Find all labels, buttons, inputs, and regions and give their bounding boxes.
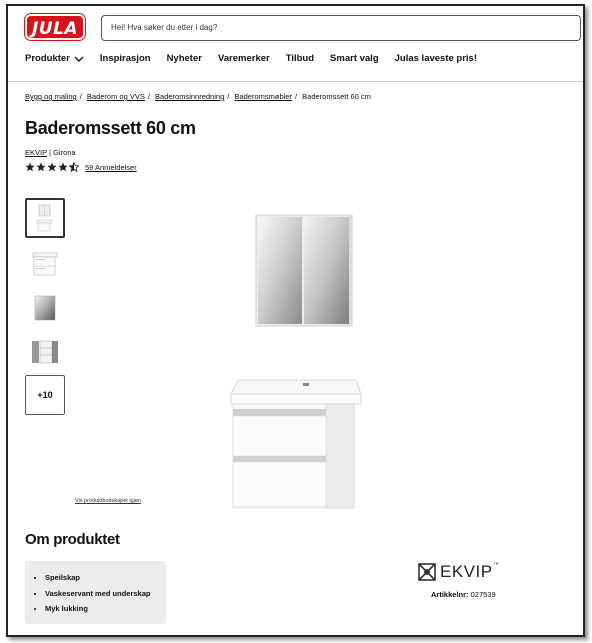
- more-images-button[interactable]: +10: [25, 375, 65, 415]
- brand-line: [25, 148, 76, 157]
- brand-separator: |: [46, 148, 54, 157]
- nav-item-varemerker[interactable]: [218, 53, 270, 64]
- page-title: Baderomssett 60 cm: [25, 118, 196, 138]
- nav-item-nyheter[interactable]: [167, 53, 202, 64]
- nav-item-label: Smart valg: [330, 53, 379, 64]
- product-image[interactable]: [212, 210, 372, 510]
- nav-item-smart-valg[interactable]: [330, 53, 379, 64]
- nav-item-label: Produkter: [25, 53, 70, 64]
- browser-frame: [6, 4, 585, 637]
- breadcrumb-link[interactable]: Bygg og maling: [25, 92, 77, 101]
- feature-item: • Vaskeservant med underskap: [45, 586, 166, 602]
- nav-item-label: Nyheter: [166, 53, 202, 64]
- article-number: [431, 590, 496, 599]
- breadcrumb-link[interactable]: Baderom og VVS: [86, 92, 145, 101]
- nav-item-inspirasjon[interactable]: [100, 53, 151, 64]
- ekvip-logo-text: [440, 562, 499, 582]
- nav-item-laveste-pris[interactable]: [395, 53, 477, 64]
- ekvip-emblem-icon: [418, 563, 436, 581]
- reviews-link[interactable]: 59 Anmeldelser: [85, 162, 137, 172]
- brand-link[interactable]: EKVIP: [25, 148, 47, 157]
- jula-logo[interactable]: JULA: [25, 14, 85, 40]
- thumbnail-1[interactable]: [25, 198, 65, 238]
- star-rating: [25, 162, 79, 172]
- main-nav: [25, 53, 477, 64]
- breadcrumb-current: Baderomssett 60 cm: [302, 92, 371, 101]
- breadcrumb-link[interactable]: Baderomsinnredning: [155, 92, 225, 101]
- thumbnail-3[interactable]: [25, 288, 65, 328]
- search-input[interactable]: Hei! Hva søker du etter i dag?: [101, 15, 581, 41]
- nav-item-label: Varemerker: [217, 53, 270, 64]
- feature-list: [25, 561, 166, 624]
- ekvip-brand-logo[interactable]: [418, 562, 499, 582]
- star-icon: [25, 162, 35, 172]
- ekvip-logo-word: EKVIP: [440, 562, 493, 581]
- site-header: [8, 6, 583, 82]
- article-number-value: 027539: [470, 590, 496, 599]
- rating: [25, 162, 137, 172]
- nav-item-tilbud[interactable]: [286, 53, 314, 64]
- star-icon: [58, 162, 68, 172]
- series-name: Girona: [53, 148, 76, 157]
- open-cabinet-thumb-icon: [30, 338, 60, 366]
- nav-item-produkter[interactable]: [25, 53, 84, 64]
- thumbnail-4[interactable]: [25, 332, 65, 372]
- about-product-heading: Om produktet: [25, 531, 120, 548]
- feature-item: • Myk lukking: [45, 601, 166, 617]
- thumbnail-2[interactable]: [25, 244, 65, 284]
- feature-item: • Speilskap: [45, 570, 166, 586]
- mirror-thumb-icon: [31, 294, 59, 322]
- star-half-icon: [69, 162, 79, 172]
- bathroom-set-thumb-icon: [34, 204, 56, 232]
- star-icon: [36, 162, 46, 172]
- star-icon: [47, 162, 57, 172]
- nav-item-label: Tilbud: [285, 53, 315, 64]
- nav-item-label: Inspirasjon: [99, 53, 151, 64]
- breadcrumb-link[interactable]: Baderomsmøbler: [234, 92, 292, 101]
- show-product-message-link[interactable]: Vis produktbudskapet igjen: [75, 498, 141, 504]
- breadcrumb: Bygg og maling / Baderom og VVS / Baderomsinnredning / Baderomsmøbler / Baderomssett 60 cm: [25, 92, 371, 101]
- chevron-down-icon: [74, 55, 84, 63]
- nav-item-label: Julas laveste pris!: [394, 53, 478, 64]
- vanity-thumb-icon: [30, 250, 60, 278]
- article-number-label: Artikkelnr:: [431, 590, 469, 599]
- trademark-symbol: ™: [493, 562, 500, 568]
